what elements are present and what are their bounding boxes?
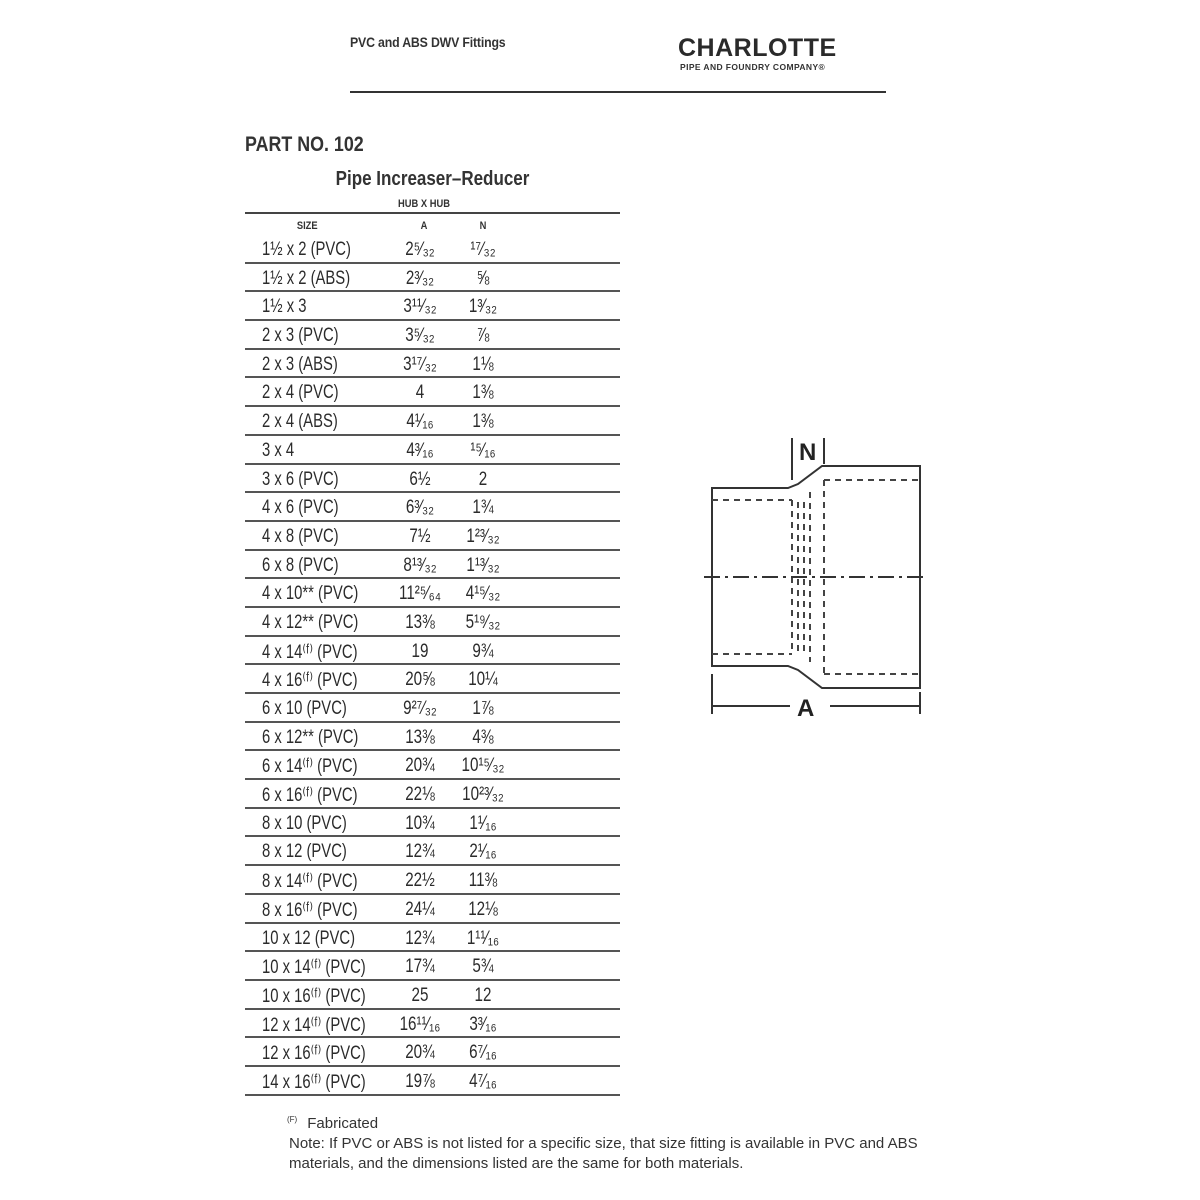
cell-a: 4³⁄₁₆ — [406, 439, 434, 461]
cell-n: 1¾ — [472, 497, 494, 519]
cell-a: 9²⁷⁄₃₂ — [403, 698, 437, 719]
table-row — [245, 665, 620, 694]
cell-size: 2 x 4 (PVC) — [262, 382, 339, 404]
table-row — [245, 493, 620, 522]
cell-a: 2⁵⁄₃₂ — [405, 239, 435, 260]
table-row — [245, 780, 620, 809]
table-row — [245, 751, 620, 780]
table-row — [245, 637, 620, 666]
cell-size: 14 x 16⁽ᶠ⁾ (PVC) — [262, 1071, 366, 1093]
cell-n: 5¹⁹⁄₃₂ — [465, 611, 501, 633]
cell-size: 8 x 14⁽ᶠ⁾ (PVC) — [262, 871, 358, 893]
cell-n: 4¹⁵⁄₃₂ — [465, 583, 501, 605]
table-row — [245, 1010, 620, 1039]
cell-n: 4⅜ — [472, 726, 494, 748]
table-row — [245, 436, 620, 465]
table-row — [245, 809, 620, 838]
cell-size: 3 x 6 (PVC) — [262, 468, 339, 490]
logo-tagline: PIPE AND FOUNDRY COMPANY® — [680, 62, 826, 72]
cell-size: 4 x 16⁽ᶠ⁾ (PVC) — [262, 670, 358, 692]
cell-n: 1⅜ — [472, 411, 494, 433]
cell-n: 1¹³⁄₃₂ — [466, 554, 500, 576]
cell-size: 12 x 14⁽ᶠ⁾ (PVC) — [262, 1014, 366, 1036]
footnote — [289, 1115, 378, 1132]
table-row — [245, 952, 620, 981]
cell-n: 12 — [474, 984, 492, 1006]
cell-n: 10²³⁄₃₂ — [462, 784, 504, 806]
table-row — [245, 235, 620, 264]
cell-n: 3³⁄₁₆ — [469, 1013, 497, 1035]
cell-n: ¹⁷⁄₃₂ — [470, 239, 496, 260]
cell-n: ⅞ — [476, 325, 490, 347]
cell-n: 1¹¹⁄₁₆ — [466, 927, 500, 949]
cell-a: 19 — [411, 640, 429, 662]
cell-size: 8 x 12 (PVC) — [262, 841, 347, 863]
dimensions-table — [245, 235, 620, 1096]
table-row — [245, 465, 620, 494]
cell-n: 1²³⁄₃₂ — [466, 525, 500, 547]
cell-size: 2 x 3 (PVC) — [262, 325, 339, 347]
cell-size: 6 x 8 (PVC) — [262, 554, 339, 576]
column-header-size: SIZE — [296, 220, 318, 232]
company-logo — [678, 34, 888, 72]
table-row — [245, 292, 620, 321]
cell-n: 1⅛ — [472, 353, 494, 375]
cell-a: 24¼ — [405, 898, 435, 920]
table-title: Pipe Increaser–Reducer — [335, 168, 530, 190]
table-row — [245, 924, 620, 953]
table-row — [245, 407, 620, 436]
cell-size: 1½ x 2 (PVC) — [262, 239, 351, 260]
cell-n: 6⁷⁄₁₆ — [469, 1042, 497, 1064]
cell-size: 4 x 12** (PVC) — [262, 611, 359, 633]
cell-n: 10¹⁵⁄₃₂ — [461, 755, 505, 777]
cell-size: 1½ x 3 — [262, 296, 307, 318]
table-row — [245, 837, 620, 866]
cell-a: 4¹⁄₁₆ — [406, 411, 434, 433]
cell-n: 5¾ — [472, 956, 494, 978]
cell-a: 22⅛ — [405, 784, 435, 806]
cell-n: 1⅜ — [472, 382, 494, 404]
cell-n: 1⅞ — [472, 698, 494, 719]
cell-a: 8¹³⁄₃₂ — [403, 554, 437, 576]
cell-a: 13⅜ — [405, 611, 435, 633]
part-number: PART NO. 102 — [245, 133, 364, 156]
table-column-headers — [245, 220, 620, 234]
table-row — [245, 321, 620, 350]
footnote-text: Fabricated — [307, 1115, 379, 1132]
cell-n: 1³⁄₃₂ — [468, 296, 498, 318]
cell-a: 25 — [411, 984, 429, 1006]
cell-a: 2³⁄₃₂ — [405, 267, 435, 289]
cell-a: 17¾ — [405, 956, 435, 978]
table-row — [245, 522, 620, 551]
connection-type-label: HUB X HUB — [398, 198, 450, 210]
materials-note: Note: If PVC or ABS is not listed for a specific size, that size fitting is available in PVC and ABS materials, and the dimensions listed are the same for both materials. — [289, 1135, 918, 1172]
cell-size: 6 x 14⁽ᶠ⁾ (PVC) — [262, 756, 358, 778]
cell-size: 10 x 14⁽ᶠ⁾ (PVC) — [262, 957, 366, 979]
cell-a: 10¾ — [405, 812, 435, 834]
cell-size: 6 x 10 (PVC) — [262, 698, 347, 719]
cell-n: 10¼ — [468, 669, 498, 691]
cell-a: 20⅝ — [405, 669, 435, 691]
cell-n: 1¹⁄₁₆ — [469, 812, 497, 834]
logo-wordmark: CHARLOTTE — [678, 34, 837, 62]
cell-a: 19⅞ — [405, 1070, 435, 1092]
cell-n: ¹⁵⁄₁₆ — [470, 439, 496, 461]
cell-a: 3¹⁷⁄₃₂ — [403, 353, 437, 375]
table-row — [245, 264, 620, 293]
cell-size: 4 x 6 (PVC) — [262, 497, 339, 519]
document-header-title: PVC and ABS DWV Fittings — [350, 34, 506, 50]
cell-a: 12¾ — [405, 927, 435, 949]
cell-size: 4 x 14⁽ᶠ⁾ (PVC) — [262, 641, 358, 663]
a-label: A — [797, 695, 815, 722]
cell-size: 2 x 3 (ABS) — [262, 353, 338, 375]
footnote-mark: (F) — [287, 1115, 298, 1124]
cell-a: 12¾ — [405, 841, 435, 863]
cell-size: 6 x 12** (PVC) — [262, 726, 359, 748]
table-row — [245, 723, 620, 752]
n-label: N — [799, 439, 817, 466]
column-header-n: N — [479, 220, 487, 232]
table-row — [245, 1067, 620, 1096]
cell-n: 2 — [478, 468, 488, 490]
cell-size: 4 x 10** (PVC) — [262, 583, 359, 605]
table-row — [245, 350, 620, 379]
table-row — [245, 1038, 620, 1067]
table-top-rule — [245, 212, 620, 214]
cell-a: 4 — [415, 382, 425, 404]
cell-n: 9¾ — [472, 640, 494, 662]
cell-a: 20¾ — [405, 755, 435, 777]
cell-n: 11⅜ — [468, 870, 498, 892]
cell-size: 8 x 16⁽ᶠ⁾ (PVC) — [262, 899, 358, 921]
cell-size: 10 x 16⁽ᶠ⁾ (PVC) — [262, 985, 366, 1007]
cell-a: 20¾ — [405, 1042, 435, 1064]
cell-a: 22½ — [405, 870, 435, 892]
cell-a: 7½ — [409, 525, 431, 547]
cell-n: 12⅛ — [468, 898, 498, 920]
table-row — [245, 378, 620, 407]
cell-a: 3⁵⁄₃₂ — [405, 325, 435, 347]
increaser-reducer-diagram — [700, 430, 940, 730]
table-row — [245, 866, 620, 895]
cell-a: 3¹¹⁄₃₂ — [403, 296, 437, 318]
cell-a: 13⅜ — [405, 726, 435, 748]
table-row — [245, 981, 620, 1010]
table-row — [245, 551, 620, 580]
cell-size: 6 x 16⁽ᶠ⁾ (PVC) — [262, 785, 358, 807]
table-row — [245, 895, 620, 924]
cell-a: 11²⁵⁄₆₄ — [398, 583, 442, 605]
table-row — [245, 608, 620, 637]
cell-size: 10 x 12 (PVC) — [262, 927, 356, 949]
cell-size: 1½ x 2 (ABS) — [262, 267, 351, 289]
cell-size: 2 x 4 (ABS) — [262, 411, 338, 433]
cell-a: 16¹¹⁄₁₆ — [399, 1013, 441, 1035]
cell-size: 12 x 16⁽ᶠ⁾ (PVC) — [262, 1043, 366, 1065]
cell-n: ⅝ — [476, 267, 490, 289]
cell-a: 6³⁄₃₂ — [405, 497, 435, 519]
cell-size: 8 x 10 (PVC) — [262, 812, 347, 834]
header-divider — [350, 91, 886, 93]
cell-size: 3 x 4 — [262, 439, 295, 461]
column-header-a: A — [420, 220, 428, 232]
table-row — [245, 694, 620, 723]
table-row — [245, 579, 620, 608]
cell-a: 6½ — [409, 468, 431, 490]
cell-n: 4⁷⁄₁₆ — [469, 1070, 497, 1092]
cell-n: 2¹⁄₁₆ — [469, 841, 497, 863]
cell-size: 4 x 8 (PVC) — [262, 525, 339, 547]
